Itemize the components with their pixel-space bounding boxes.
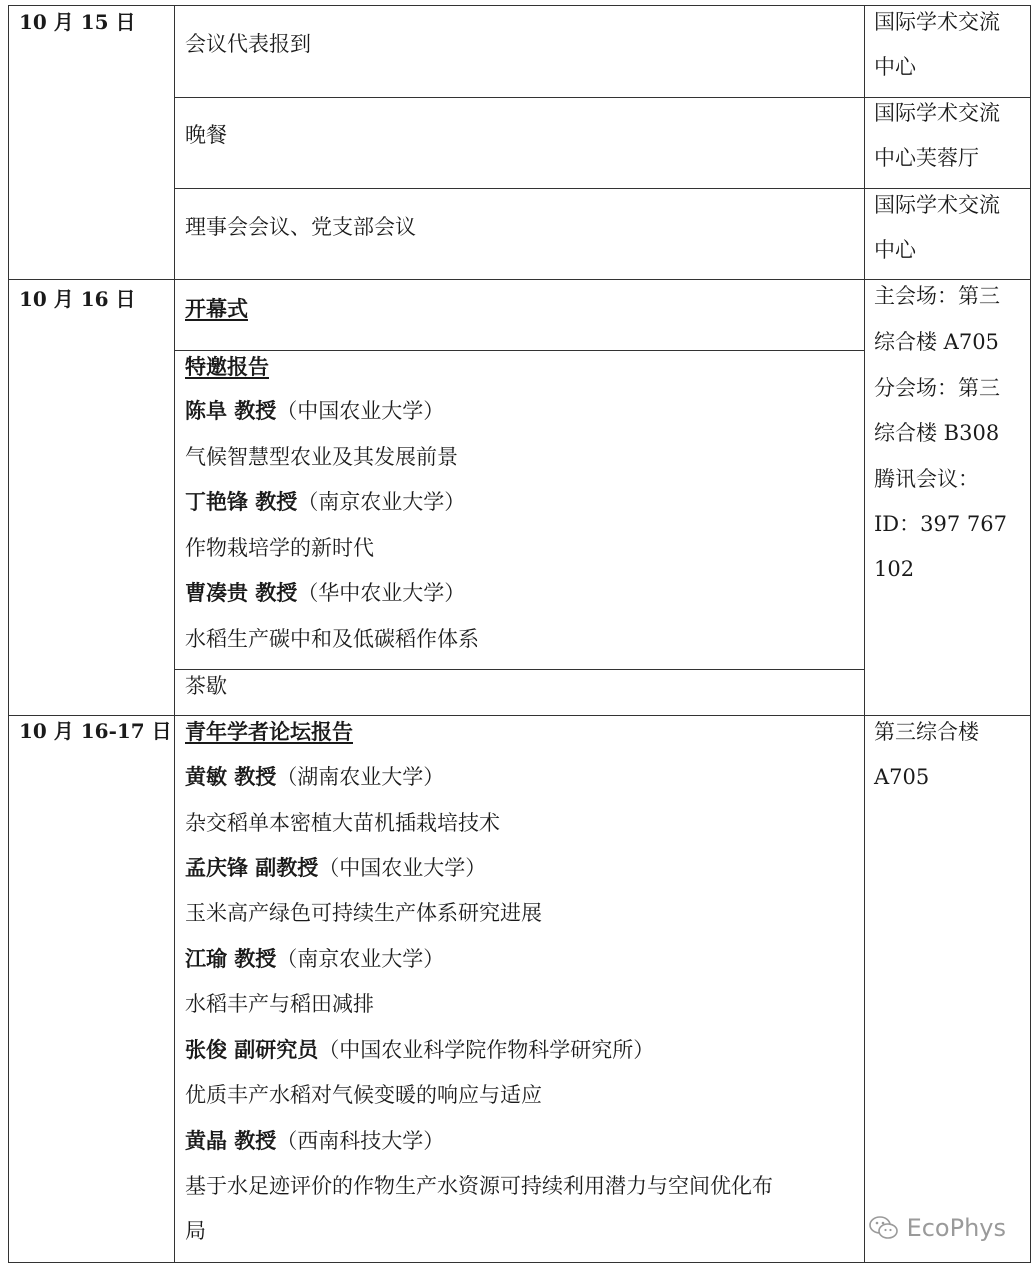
speaker-line (185, 856, 486, 880)
speaker-affiliation: （南京农业大学） (276, 947, 445, 971)
subrow-divider (174, 669, 864, 670)
speaker-line (185, 399, 444, 423)
location-text: 国际学术交流 (874, 193, 1000, 217)
row-divider-1 (9, 279, 1030, 280)
section-title: 特邀报告 (185, 354, 269, 379)
opening-ceremony: 开幕式 (185, 296, 248, 321)
location-text: 中心 (874, 55, 916, 79)
speaker-line (185, 947, 444, 971)
talk-topic: 作物栽培学的新时代 (185, 536, 374, 560)
speaker-line (185, 765, 444, 789)
talk-topic-continued: 局 (185, 1219, 206, 1243)
speaker-line (185, 490, 465, 514)
speaker-affiliation: （西南科技大学） (276, 1129, 445, 1153)
column-divider-2 (864, 6, 865, 1262)
date-cell: 10 月 16 日 (19, 287, 136, 311)
event-text: 会议代表报到 (185, 32, 311, 56)
speaker-name: 孟庆锋 副教授 (185, 855, 319, 880)
date-cell: 10 月 16-17 日 (19, 719, 172, 743)
talk-topic: 水稻丰产与稻田减排 (185, 992, 374, 1016)
event-text: 理事会会议、党支部会议 (185, 215, 416, 239)
speaker-affiliation: （华中农业大学） (297, 581, 466, 605)
date-cell: 10 月 15 日 (19, 10, 136, 34)
wechat-icon (869, 1215, 899, 1241)
subrow-divider (174, 350, 864, 351)
talk-topic: 基于水足迹评价的作物生产水资源可持续利用潜力与空间优化布 (185, 1174, 773, 1198)
location-text: 国际学术交流 (874, 10, 1000, 34)
watermark-text: EcoPhys (906, 1214, 1006, 1242)
talk-topic: 玉米高产绿色可持续生产体系研究进展 (185, 901, 542, 925)
speaker-name: 黄晶 教授 (185, 1128, 277, 1153)
speaker-name: 曹凑贵 教授 (185, 580, 298, 605)
location-text: 综合楼 B308 (874, 421, 1000, 445)
location-text: 中心芙蓉厅 (874, 146, 979, 170)
watermark (869, 1214, 1006, 1242)
speaker-line (185, 1038, 654, 1062)
speaker-affiliation: （南京农业大学） (297, 490, 466, 514)
speaker-name: 张俊 副研究员 (185, 1037, 319, 1062)
speaker-name: 陈阜 教授 (185, 398, 277, 423)
subrow-divider (174, 97, 1030, 98)
section-title: 青年学者论坛报告 (185, 719, 353, 744)
location-text: 综合楼 A705 (874, 330, 999, 354)
column-divider-1 (174, 6, 175, 1262)
speaker-name: 黄敏 教授 (185, 764, 277, 789)
location-text: ID：397 767 (874, 512, 1007, 536)
location-text: 第三综合楼 (874, 720, 979, 744)
location-text: 国际学术交流 (874, 101, 1000, 125)
talk-topic: 气候智慧型农业及其发展前景 (185, 445, 458, 469)
location-text: 主会场：第三 (874, 284, 1000, 308)
location-text: 中心 (874, 238, 916, 262)
speaker-affiliation: （湖南农业大学） (276, 765, 445, 789)
talk-topic: 水稻生产碳中和及低碳稻作体系 (185, 627, 479, 651)
speaker-affiliation: （中国农业大学） (318, 856, 487, 880)
tea-break: 茶歇 (185, 674, 227, 698)
speaker-affiliation: （中国农业科学院作物科学研究所） (318, 1038, 655, 1062)
speaker-name: 丁艳锋 教授 (185, 489, 298, 514)
talk-topic: 杂交稻单本密植大苗机插栽培技术 (185, 811, 500, 835)
location-text: 分会场：第三 (874, 376, 1000, 400)
subrow-divider (174, 188, 1030, 189)
speaker-line (185, 581, 465, 605)
speaker-affiliation: （中国农业大学） (276, 399, 445, 423)
row-divider-2 (9, 715, 1030, 716)
location-text: 102 (874, 557, 915, 581)
event-text: 晚餐 (185, 123, 227, 147)
speaker-name: 江瑜 教授 (185, 946, 277, 971)
talk-topic: 优质丰产水稻对气候变暖的响应与适应 (185, 1083, 542, 1107)
location-text: A705 (874, 765, 930, 789)
location-text: 腾讯会议： (874, 467, 979, 491)
speaker-line (185, 1129, 444, 1153)
